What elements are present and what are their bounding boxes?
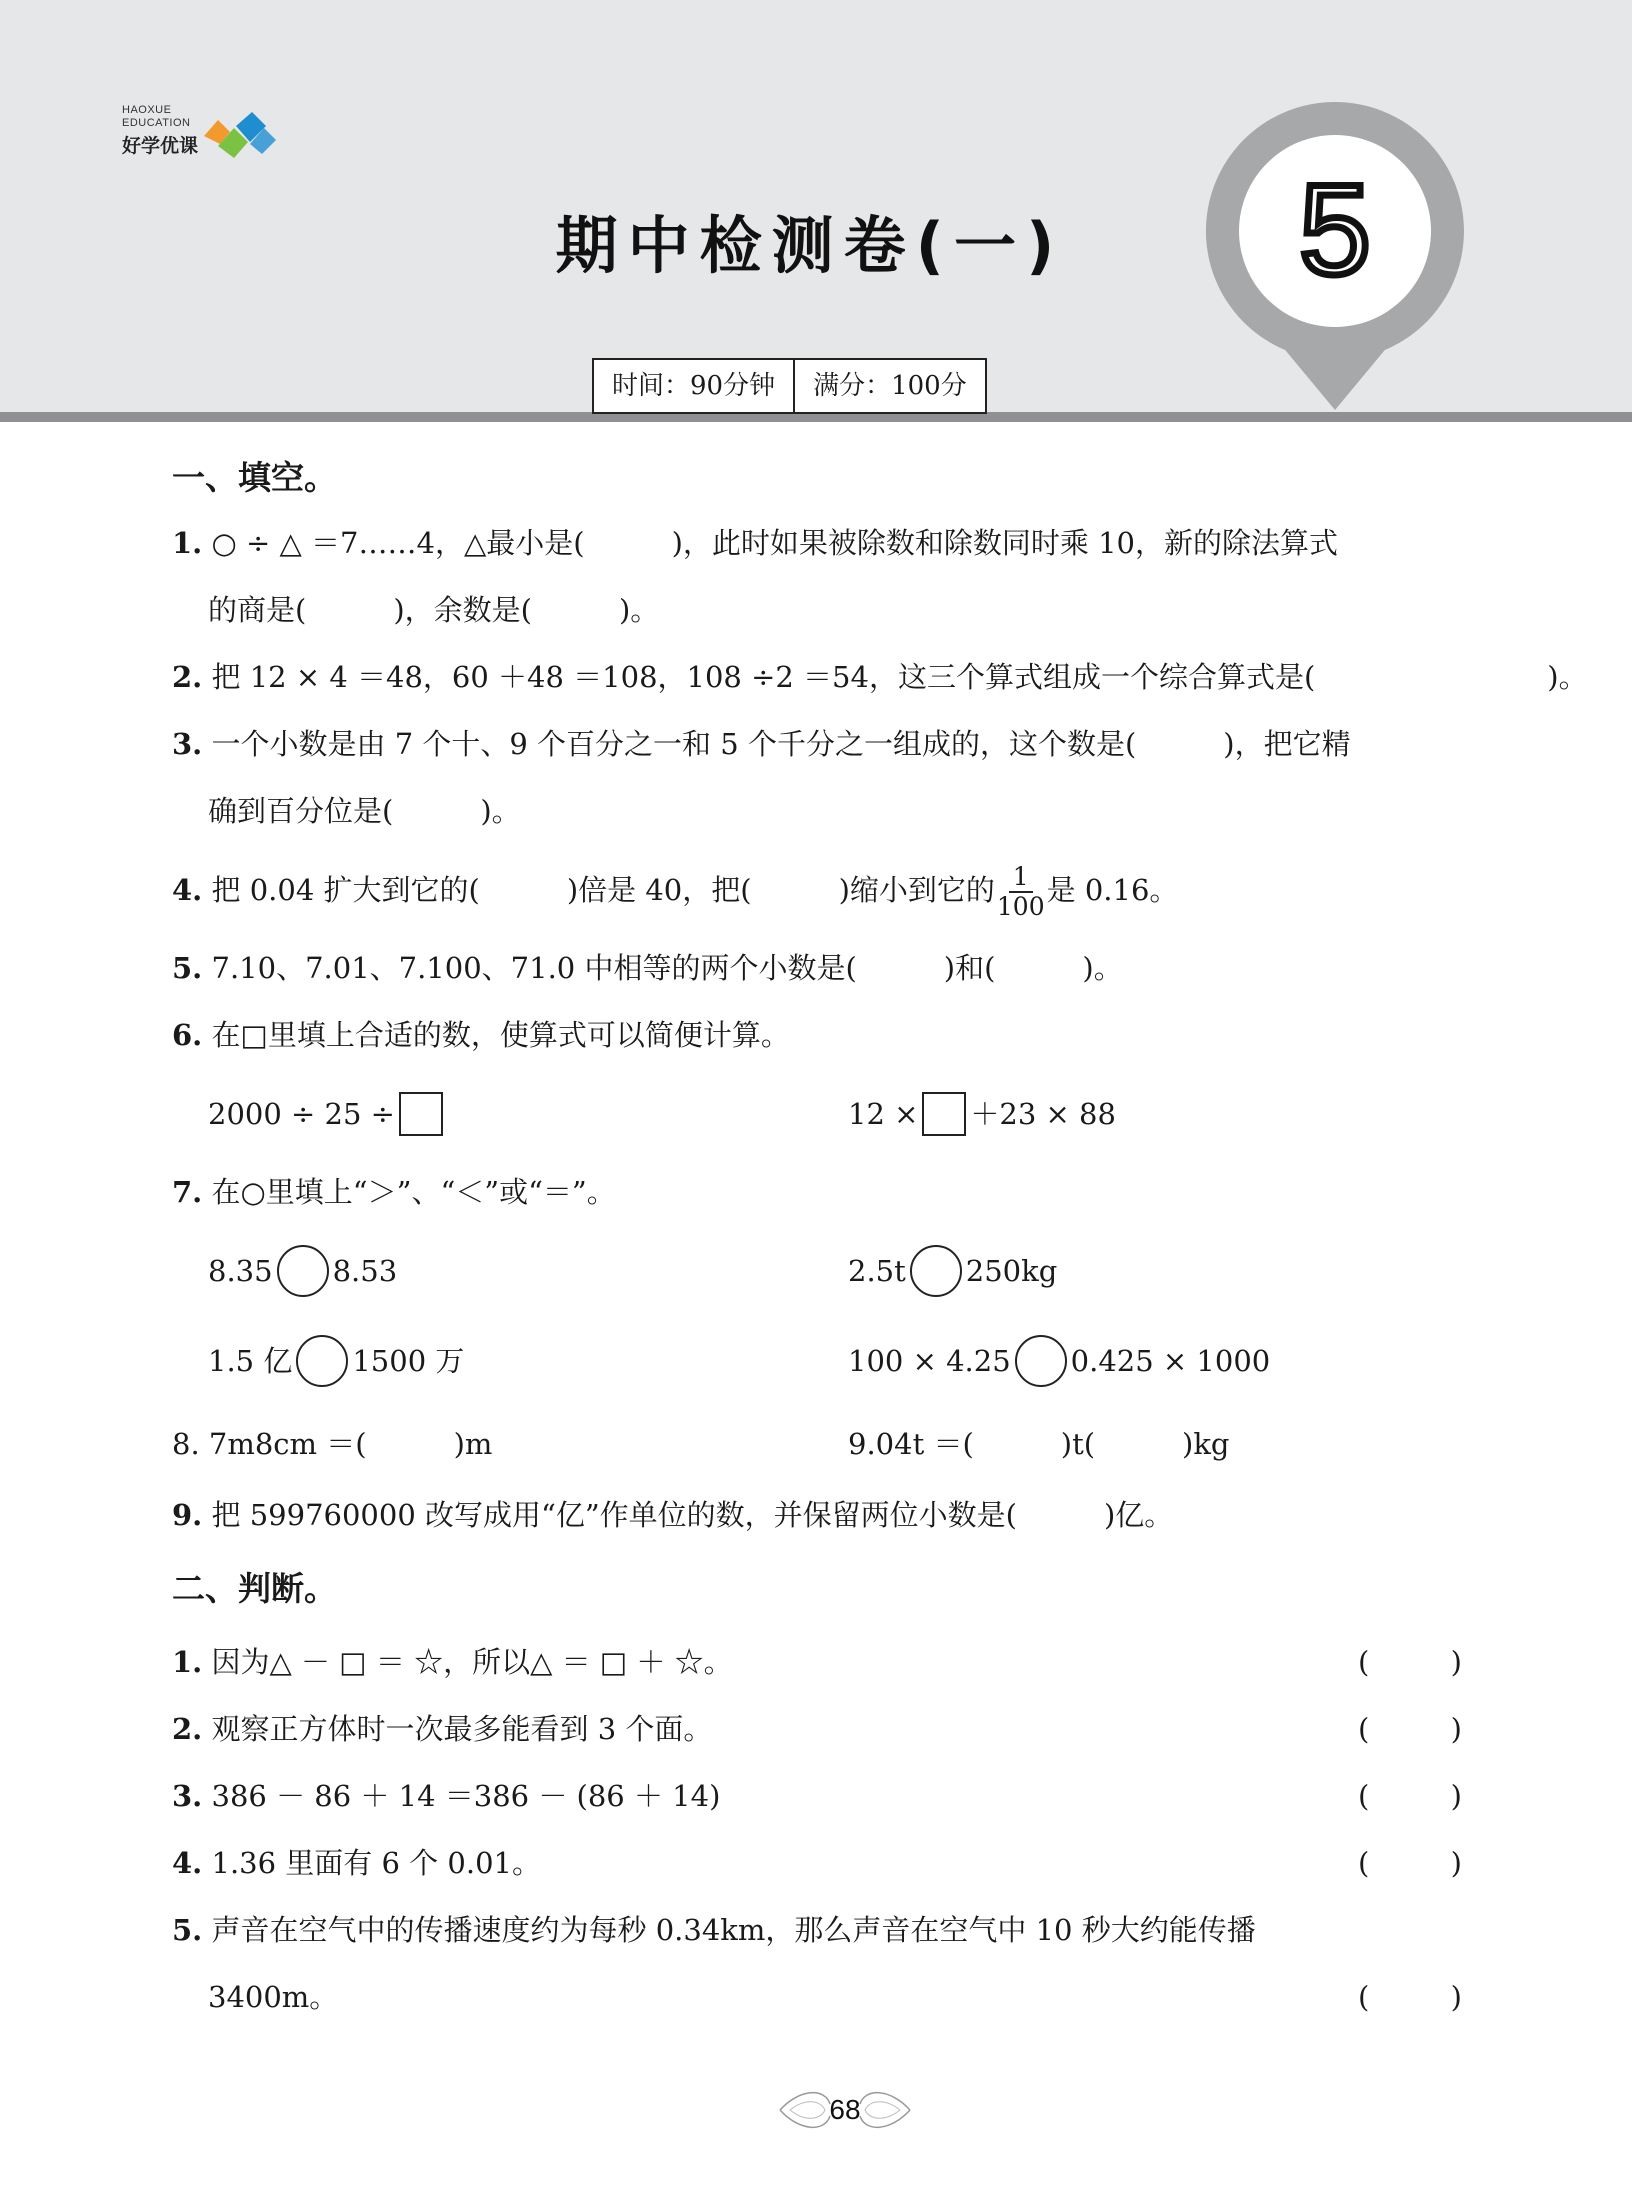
logo-cn: 好学优课 [122, 135, 199, 157]
q-num: 4. [172, 873, 203, 907]
q-num: 1. [172, 526, 203, 560]
question-7-row-2 [172, 1316, 1462, 1406]
score-label: 满分：100分 [793, 360, 985, 412]
q-num: 8. [172, 1427, 200, 1461]
expr: 100 × 4.25 [848, 1344, 1011, 1378]
badge-number: 5 [1299, 159, 1371, 302]
question-7 [172, 1159, 1462, 1226]
answer-circle[interactable] [1015, 1335, 1067, 1387]
bracket-left: ( [1358, 1712, 1370, 1746]
bracket-right: ) [1450, 1980, 1462, 2014]
answer-bracket[interactable] [1358, 1763, 1462, 1830]
q-text: 观察正方体时一次最多能看到 3 个面。 [211, 1712, 713, 1746]
q-text: 是 0.16。 [1046, 873, 1179, 907]
page-title: 期中检测卷(一) [555, 209, 1065, 282]
logo-en-1: HAOXUE [122, 104, 172, 116]
page-number-text: 68 [829, 2094, 861, 2125]
judge-item [172, 1629, 1462, 1696]
question-9 [172, 1482, 1462, 1549]
answer-bracket[interactable] [1358, 1830, 1462, 1897]
section-heading-fill: 一、填空。 [172, 458, 337, 497]
q6-right [848, 1069, 1462, 1159]
number-badge-pin [1202, 98, 1468, 418]
q-num: 6. [172, 1018, 203, 1052]
expr: 2.5t [848, 1254, 906, 1288]
answer-square[interactable] [922, 1092, 966, 1136]
bracket-left: ( [1358, 1779, 1370, 1813]
q-text: 因为△ － □ ＝ ☆，所以△ ＝ □ ＋ ☆。 [211, 1645, 733, 1679]
q-num: 2. [172, 660, 203, 694]
expr: 1500 万 [352, 1344, 465, 1378]
answer-circle[interactable] [910, 1245, 962, 1297]
q-num: 5. [172, 1913, 203, 1947]
q-text: 3400m。 [208, 1980, 339, 2014]
expr: 8.53 [332, 1254, 398, 1288]
expr: 8.35 [208, 1254, 273, 1288]
judge-item [172, 1830, 1462, 1897]
bracket-right: ) [1450, 1645, 1462, 1679]
page-number [770, 2080, 920, 2140]
q-text: 在□里填上合适的数，使算式可以简便计算。 [211, 1018, 790, 1052]
fraction-denominator: 100 [996, 892, 1045, 921]
question-1-cont [172, 577, 1462, 644]
bracket-right: ) [1450, 1846, 1462, 1880]
question-3-cont [172, 778, 1462, 845]
q6-left [172, 1069, 848, 1159]
q-num: 4. [172, 1846, 203, 1880]
bracket-right: ) [1450, 1779, 1462, 1813]
fraction [997, 863, 1045, 921]
expr: 2000 ÷ 25 ÷ [208, 1097, 395, 1131]
question-1 [172, 510, 1462, 577]
q-text: 把 599760000 改写成用“亿”作单位的数，并保留两位小数是( )亿。 [211, 1498, 1174, 1532]
q-num: 1. [172, 1645, 203, 1679]
answer-square[interactable] [399, 1092, 443, 1136]
q-text: 1.36 里面有 6 个 0.01。 [211, 1846, 541, 1880]
logo-mark-icon [200, 106, 280, 166]
q-text: 把 0.04 扩大到它的( )倍是 40，把( )缩小到它的 [211, 873, 995, 907]
expr: 0.425 × 1000 [1070, 1344, 1271, 1378]
question-5 [172, 935, 1462, 1002]
exam-info-box [592, 358, 987, 414]
q-num: 3. [172, 727, 203, 761]
q-num: 9. [172, 1498, 203, 1532]
q-text: ○ ÷ △ ＝7……4，△最小是( )，此时如果被除数和除数同时乘 10，新的除法算式 [211, 526, 1339, 560]
q-text: 7m8cm ＝( )m [208, 1427, 493, 1461]
time-label: 时间：90分钟 [612, 371, 776, 401]
answer-bracket[interactable] [1358, 1696, 1462, 1763]
q7-a [172, 1226, 848, 1316]
question-6-blanks [172, 1069, 1462, 1159]
answer-bracket[interactable] [1358, 1964, 1462, 2031]
q7-d [848, 1316, 1462, 1406]
bracket-right: ) [1450, 1712, 1462, 1746]
answer-circle[interactable] [296, 1335, 348, 1387]
logo [122, 104, 198, 158]
q-text: 确到百分位是( )。 [208, 794, 521, 828]
question-3 [172, 711, 1462, 778]
q-num: 7. [172, 1175, 203, 1209]
q-text: 386 － 86 ＋ 14 ＝386 － (86 ＋ 14) [211, 1779, 721, 1813]
fraction-numerator: 1 [1009, 863, 1033, 893]
q-text: 在○里填上“＞”、“＜”或“＝”。 [211, 1175, 616, 1209]
answer-bracket[interactable] [1358, 1629, 1462, 1696]
expr: 12 × [848, 1097, 919, 1131]
exam-content [172, 446, 1588, 2031]
expr: 1.5 亿 [208, 1344, 293, 1378]
bracket-left: ( [1358, 1980, 1370, 2014]
question-4 [172, 845, 1462, 935]
question-2 [172, 644, 1588, 711]
q-num: 2. [172, 1712, 203, 1746]
judge-item-cont [172, 1964, 1462, 2031]
question-6 [172, 1002, 1462, 1069]
q7-b [848, 1226, 1462, 1316]
q-num: 3. [172, 1779, 203, 1813]
judge-item [172, 1763, 1462, 1830]
q-num: 5. [172, 951, 203, 985]
q7-c [172, 1316, 848, 1406]
section-heading-judge: 二、判断。 [172, 1569, 337, 1608]
bracket-left: ( [1358, 1645, 1370, 1679]
expr: ＋23 × 88 [970, 1097, 1116, 1131]
judge-item [172, 1897, 1462, 1964]
bracket-left: ( [1358, 1846, 1370, 1880]
q-text: 7.10、7.01、7.100、71.0 中相等的两个小数是( )和( )。 [211, 951, 1123, 985]
logo-en-2: EDUCATION [122, 117, 191, 129]
question-7-row-1 [172, 1226, 1462, 1316]
answer-circle[interactable] [277, 1245, 329, 1297]
q8-left [172, 1406, 848, 1482]
q-text: 一个小数是由 7 个十、9 个百分之一和 5 个千分之一组成的，这个数是( )，把它精 [211, 727, 1351, 761]
q-text: 9.04t ＝( )t( )kg [848, 1427, 1230, 1461]
judge-item [172, 1696, 1462, 1763]
question-8 [172, 1406, 1462, 1482]
expr: 250kg [965, 1254, 1058, 1288]
q-text: 把 12 × 4 ＝48，60 ＋48 ＝108，108 ÷2 ＝54，这三个算式组成一个综合算式是( )。 [211, 660, 1588, 694]
q8-right [848, 1406, 1462, 1482]
q-text: 的商是( )，余数是( )。 [208, 593, 660, 627]
q-text: 声音在空气中的传播速度约为每秒 0.34km，那么声音在空气中 10 秒大约能传播 [211, 1913, 1256, 1947]
